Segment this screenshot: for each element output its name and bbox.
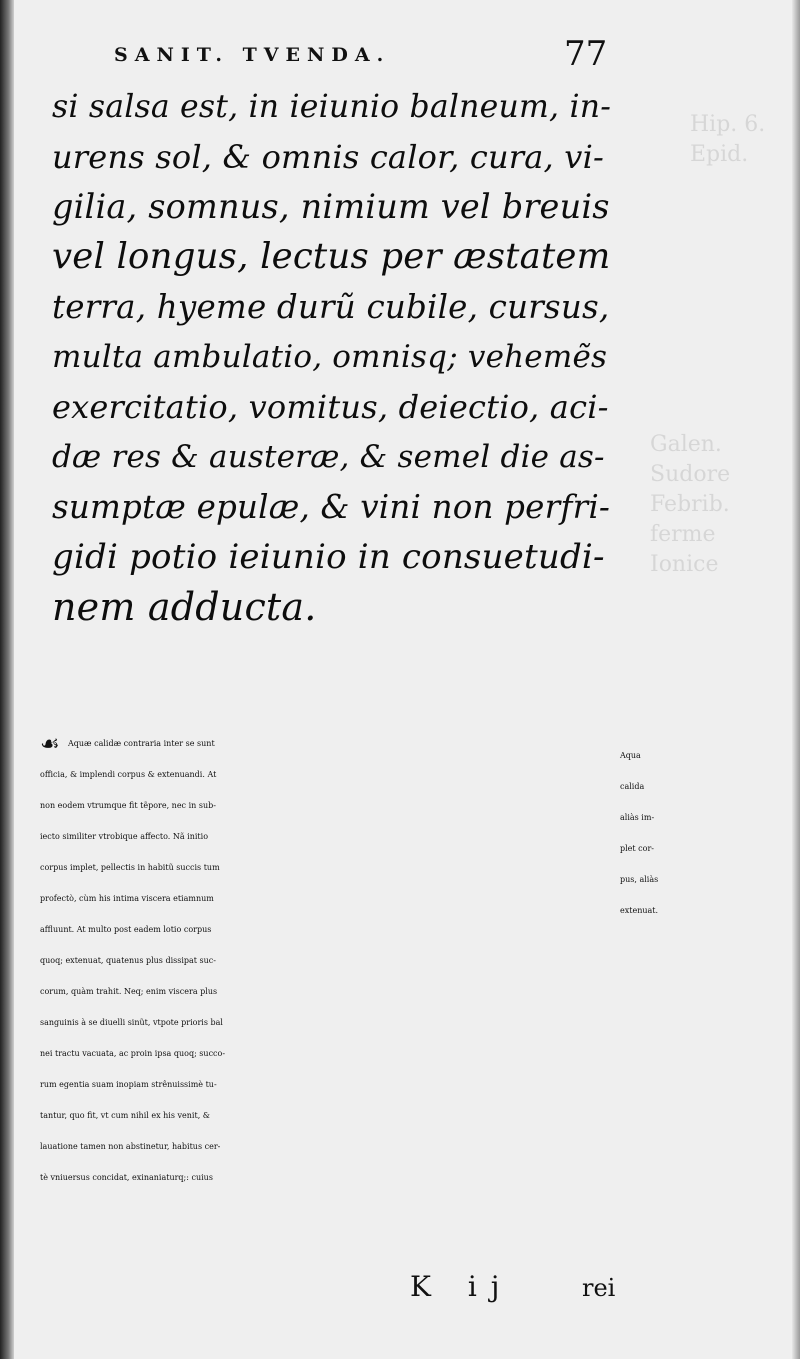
marginal-line: pus, aliàs [620, 875, 659, 884]
page-footer [410, 1270, 630, 1306]
roman-paragraph [40, 728, 640, 1193]
text-line: quoq; extenuat, quatenus plus dissipat suc- [40, 956, 216, 965]
marginal-line: calida [620, 782, 645, 791]
marginal-line: extenuat. [620, 906, 659, 915]
text-line: officia, & implendi corpus & extenuandi. At [40, 770, 217, 779]
text-line: nem adducta. [52, 585, 317, 629]
text-line: Aquæ calidæ contraria inter se sunt [68, 739, 215, 748]
paragraph-mark-icon: ☙ [40, 732, 60, 757]
signature-mark: K ij [410, 1270, 514, 1303]
text-line: gidi potio ieiunio in consuetudi- [52, 537, 605, 577]
text-line: exercitatio, vomitus, deiectio, aci- [52, 388, 609, 426]
show-through-text: Galen. Sudore Febrib. ferme Ionice [650, 432, 731, 577]
text-line: urens sol, & omnis calor, cura, vi- [52, 138, 605, 176]
text-line: terra, hyeme durũ cubile, cursus, [52, 288, 610, 326]
text-line: rum egentia suam inopiam strênuissimè tu- [40, 1080, 217, 1089]
show-through-text: Hip. 6. Epid. [690, 112, 766, 167]
text-line: iecto similiter vtrobique affecto. Nã initio [40, 832, 209, 841]
marginal-line: plet cor- [620, 844, 654, 853]
text-line: lauatione tamen non abstinetur, habitus cer- [40, 1142, 221, 1151]
italic-paragraph [52, 82, 612, 632]
text-line: corum, quàm trahit. Neq; enim viscera plus [40, 987, 218, 996]
text-line: sumptæ epulæ, & vini non perfri- [52, 488, 611, 526]
text-line: si salsa est, in ieiunio balneum, in- [52, 89, 612, 125]
text-line: nei tractu vacuata, ac proin ipsa quoq; succo- [40, 1049, 226, 1058]
marginal-note [620, 740, 795, 926]
text-line: sanguinis à se diuelli sinũt, vtpote prioris bal [40, 1018, 223, 1027]
text-line: vel longus, lectus per æstatem [52, 236, 611, 277]
text-line: affluunt. At multo post eadem lotio corpus [40, 925, 212, 934]
page-edge [792, 0, 800, 1359]
text-line: profectò, cùm his intima viscera etiamnum [40, 894, 214, 903]
marginal-line: aliàs im- [620, 813, 655, 822]
running-head [114, 34, 614, 74]
text-line: multa ambulatio, omnisq; vehemẽs [52, 339, 608, 375]
marginal-line: Aqua [620, 751, 641, 760]
page-number: 77 [564, 34, 608, 74]
running-title: SANIT. TVENDA. [114, 44, 391, 66]
text-line: non eodem vtrumque fit tẽpore, nec in sub- [40, 801, 216, 810]
text-line: dæ res & austeræ, & semel die as- [52, 439, 605, 475]
text-line: corpus implet, pellectis in habitũ succis tum [40, 863, 220, 872]
text-line: tantur, quo fit, vt cum nihil ex his venit, & [40, 1111, 210, 1120]
binding-shadow [0, 0, 14, 1359]
text-line: gilia, somnus, nimium vel breuis [52, 187, 610, 226]
catchword: rei [582, 1274, 616, 1302]
text-line: tè vniuersus concidat, exinaniaturq;: cuius [40, 1173, 213, 1182]
